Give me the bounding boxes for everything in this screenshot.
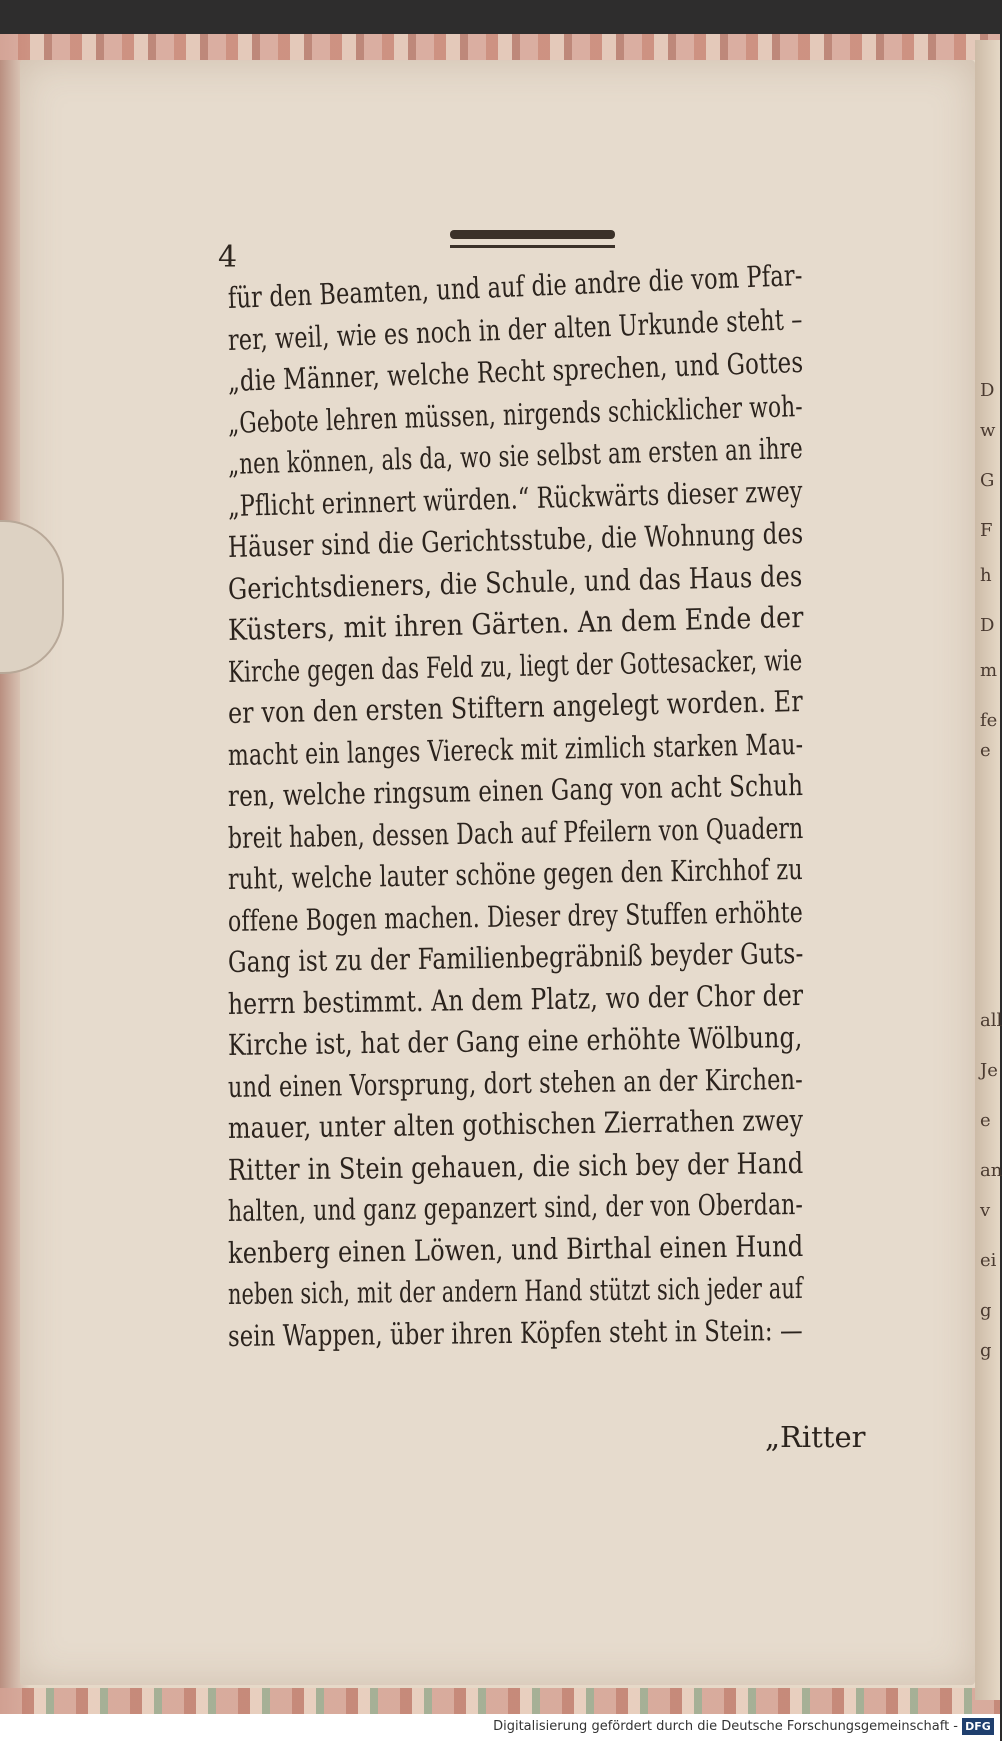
facing-page-fragment: F — [980, 520, 993, 541]
text-line: Küsters, mit ihren Gärten. An dem Ende der — [227, 599, 804, 647]
facing-page-fragment: m — [980, 660, 998, 681]
text-line: er von den ersten Stiftern angelegt worden. Er — [227, 683, 804, 730]
facing-page-fragment: D — [980, 615, 995, 636]
text-line: breit haben, dessen Dach auf Pfeilern von Quadern — [227, 810, 804, 855]
facing-page-fragment: e — [980, 740, 991, 761]
page-body-text — [227, 257, 868, 1357]
facing-page-fragment: D — [980, 380, 995, 401]
text-line: Ritter in Stein gehauen, die sich bey der Hand — [227, 1145, 804, 1187]
footer-credit: Digitalisierung gefördert durch die Deutsche Forschungsgemeinschaft - — [493, 1719, 958, 1734]
text-line: neben sich, mit der andern Hand stützt sich jeder auf — [227, 1270, 803, 1311]
text-line: macht ein langes Viereck mit zimlich starken Mau- — [227, 726, 804, 772]
footer-bar — [0, 1714, 1000, 1741]
text-line: rer, weil, wie es noch in der alten Urkunde steht – — [227, 301, 804, 357]
text-line: Kirche ist, hat der Gang eine erhöhte Wölbung, — [227, 1019, 803, 1062]
scanner-background — [0, 0, 1000, 38]
dfg-logo-icon: DFG — [962, 1718, 994, 1735]
text-line: „Gebote lehren müssen, nirgends schicklicher woh- — [227, 388, 804, 440]
marbled-edge-top — [0, 34, 1000, 60]
text-line: für den Beamten, und auf die andre die vom Pfar- — [227, 257, 804, 315]
facing-page-fragment: e — [980, 1110, 991, 1131]
text-line: kenberg einen Löwen, und Birthal einen Hund — [227, 1228, 804, 1270]
facing-page-fragment: g — [980, 1340, 992, 1361]
catchword: „Ritter — [765, 1420, 866, 1454]
facing-page-fragment: ei — [980, 1250, 997, 1271]
facing-page-edge — [975, 40, 1000, 1700]
text-line: Häuser sind die Gerichtsstube, die Wohnung des — [227, 515, 804, 564]
text-line: ren, welche ringsum einen Gang von acht Schuh — [227, 767, 804, 813]
facing-page-fragment: w — [980, 420, 996, 441]
text-line: ruht, welche lauter schöne gegen den Kirchhof zu — [227, 851, 804, 896]
facing-page-fragment: G — [980, 470, 995, 491]
text-line: Kirche gegen das Feld zu, liegt der Gottesacker, wie — [227, 642, 803, 689]
text-line: offene Bogen machen. Dieser drey Stuffen erhöhte — [227, 894, 804, 938]
text-line: „die Männer, welche Recht sprechen, und Gottes — [227, 344, 804, 398]
text-line: und einen Vorsprung, dort stehen an der Kirchen- — [227, 1061, 804, 1104]
facing-page-fragment: h — [980, 565, 992, 586]
text-line: herrn bestimmt. An dem Platz, wo der Chor der — [227, 977, 804, 1021]
text-line: halten, und ganz gepanzert sind, der von Oberdan- — [227, 1186, 804, 1228]
text-line: mauer, unter alten gothischen Zierrathen zwey — [227, 1102, 804, 1145]
text-line: „nen können, als da, wo sie selbst am ersten an ihre — [227, 430, 804, 481]
text-line: sein Wappen, über ihren Köpfen steht in Stein: — — [227, 1312, 803, 1353]
header-ornament — [450, 230, 615, 256]
facing-page-fragment: all — [980, 1010, 1002, 1031]
facing-page-fragment: g — [980, 1300, 992, 1321]
text-line: Gerichtsdieners, die Schule, und das Haus des — [227, 558, 803, 606]
facing-page-fragment: an — [980, 1160, 1002, 1181]
text-line: Gang ist zu der Familienbegräbniß beyder Guts- — [227, 935, 804, 979]
text-line: „Pflicht erinnert würden.“ Rückwärts dieser zwey — [227, 473, 804, 523]
facing-page-fragment: Je — [980, 1060, 998, 1081]
facing-page-fragment: fe — [980, 710, 998, 731]
marbled-edge-bottom — [0, 1688, 1000, 1714]
page-number: 4 — [218, 240, 238, 275]
facing-page-fragment: v — [980, 1200, 991, 1221]
